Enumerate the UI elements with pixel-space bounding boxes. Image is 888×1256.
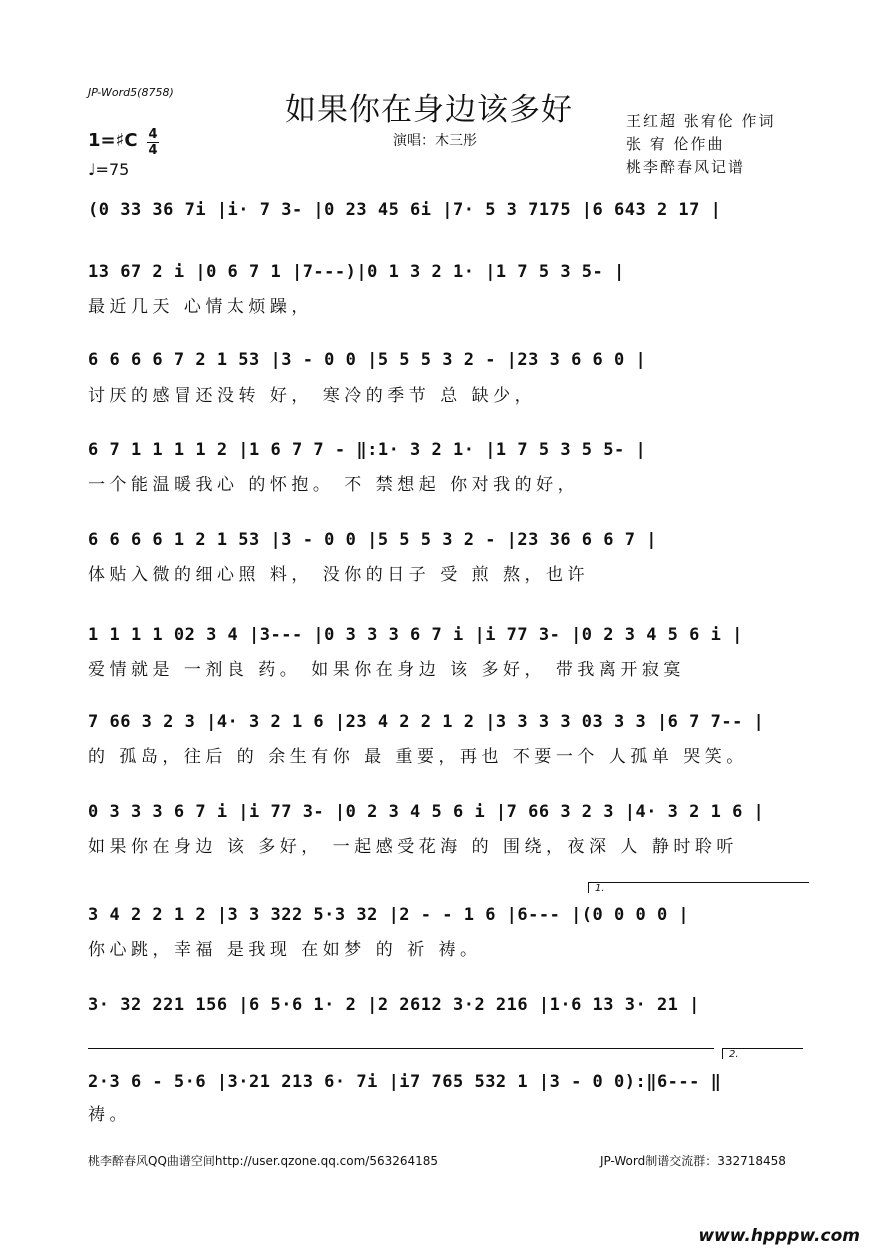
- lyric-line-4: 一个能温暖我心 的怀抱。 不 禁想起 你对我的好，: [88, 475, 580, 495]
- software-tag: JP-Word5(8758): [88, 86, 174, 99]
- score-line-5: 6 6 6 6 1 2 1 53 |3 - 0 0 |5 5 5 3 2 - |23 36 6 6 7 |: [88, 530, 657, 550]
- lyric-line-9: 你心跳，幸福 是我现 在如梦 的 祈 祷。: [88, 940, 482, 960]
- score-line-8: 0 3 3 3 6 7 i |i 77 3- |0 2 3 4 5 6 i |7 66 3 2 3 |4· 3 2 1 6 |: [88, 802, 765, 822]
- lyric-line-7: 的 孤岛，往后 的 余生有你 最 重要，再也 不要一个 人孤单 哭笑。: [88, 747, 748, 767]
- composer-credit: 张 宥 伦作曲: [626, 135, 725, 153]
- score-line-2: 13 67 2 i |0 6 7 1 |7---)|0 1 3 2 1· |1 7 5 3 5- |: [88, 262, 625, 282]
- singer-label: 演唱：木三彤: [393, 133, 477, 149]
- score-line-6: 1 1 1 1 02 3 4 |3--- |0 3 3 3 6 7 i |i 77 3- |0 2 3 4 5 6 i |: [88, 625, 743, 645]
- page-title: 如果你在身边该多好: [285, 92, 573, 128]
- second-ending-label: 2.: [729, 1049, 739, 1060]
- key-signature: 1=♯C: [88, 130, 138, 151]
- lyricist-credit: 王红超 张宥伦 作词: [626, 112, 776, 130]
- second-ending-bracket: [722, 1048, 803, 1059]
- score-line-11: 2·3 6 - 5·6 |3·21 213 6· 7i |i7 765 532 1 |3 - 0 0):‖6--- ‖: [88, 1072, 722, 1092]
- score-line-4: 6 7 1 1 1 1 2 |1 6 7 7 - ‖:1· 3 2 1· |1 7 5 3 5 5- |: [88, 440, 647, 460]
- footer-qzone-link[interactable]: 桃李醉春风QQ曲谱空间http://user.qzone.qq.com/563264185: [88, 1154, 439, 1168]
- first-ending-bracket: [588, 882, 809, 893]
- footer-group: JP-Word制谱交流群：332718458: [600, 1154, 786, 1168]
- lyric-line-5: 体贴入微的细心照 料， 没你的日子 受 煎 熬，也许: [88, 565, 590, 585]
- score-line-10: 3· 32 221 156 |6 5·6 1· 2 |2 2612 3·2 216 |1·6 13 3· 21 |: [88, 995, 700, 1015]
- lyric-line-11: 祷。: [88, 1105, 131, 1125]
- score-line-7: 7 66 3 2 3 |4· 3 2 1 6 |23 4 2 2 1 2 |3 3 3 3 03 3 3 |6 7 7-- |: [88, 712, 765, 732]
- score-line-9: 3 4 2 2 1 2 |3 3 322 5·3 32 |2 - - 1 6 |6--- |(0 0 0 0 |: [88, 905, 690, 925]
- lyric-line-8: 如果你在身边 该 多好， 一起感受花海 的 围绕，夜深 人 静时聆听: [88, 837, 738, 857]
- time-signature: [147, 128, 159, 157]
- transcriber-credit: 桃李醉春风记谱: [626, 158, 746, 176]
- meter-bottom: 4: [148, 143, 158, 158]
- first-ending-label: 1.: [595, 883, 605, 894]
- bracket-line: [88, 1048, 714, 1049]
- score-line-1: (0 33 36 7i |i· 7 3- |0 23 45 6i |7· 5 3 7175 |6 643 2 17 |: [88, 200, 722, 220]
- lyric-line-3: 讨厌的感冒还没转 好， 寒冷的季节 总 缺少，: [88, 386, 537, 406]
- site-watermark[interactable]: www.hpppw.com: [698, 1226, 860, 1246]
- meter-top: 4: [148, 127, 158, 142]
- lyric-line-2: 最近几天 心情太烦躁，: [88, 297, 313, 317]
- score-line-3: 6 6 6 6 7 2 1 53 |3 - 0 0 |5 5 5 3 2 - |23 3 6 6 0 |: [88, 350, 647, 370]
- lyric-line-6: 爱情就是 一剂良 药。 如果你在身边 该 多好， 带我离开寂寞: [88, 660, 685, 680]
- tempo-mark: ♩=75: [88, 160, 130, 179]
